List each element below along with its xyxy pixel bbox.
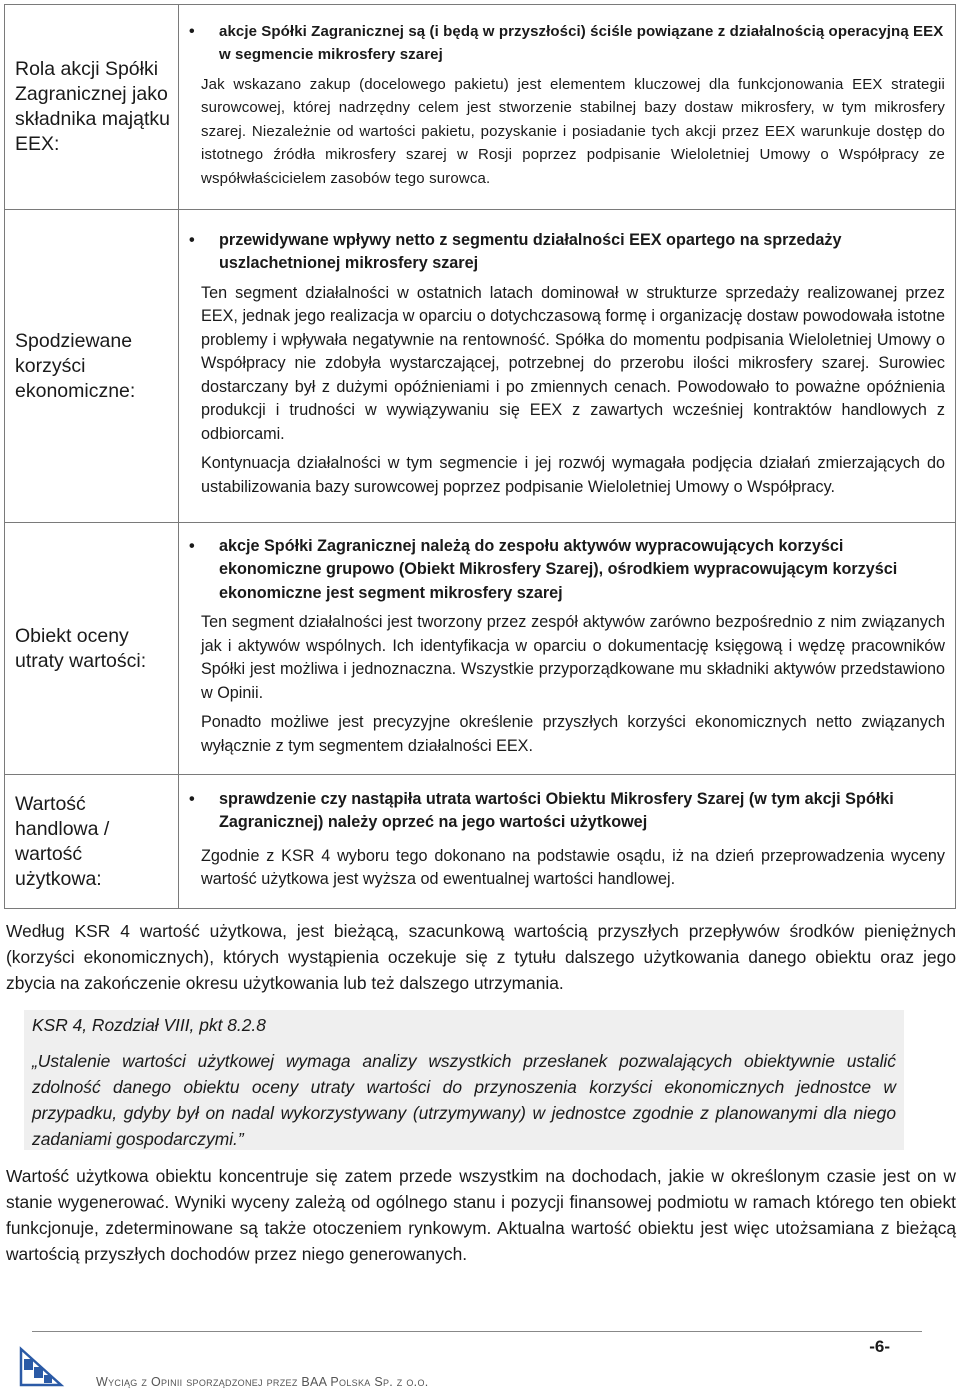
definition-paragraph: Według KSR 4 wartość użytkowa, jest bieżącą, szacunkową wartością przyszłych przepływów środków pieniężnych (korzyści ekonomicznych), których wystąpienia oczekuje się z tytułu dalszego użytkowania danego obiektu oraz jego zbycia na zakończenie okresu użytkowania lub też dalszego utrzymania. [6, 921, 956, 993]
row-paragraph: Zgodnie z KSR 4 wyboru tego dokonano na podstawie osądu, iż na dzień przeprowadzenia wyceny wartość użytkowa jest wyższa od ewentualnej wartości handlowej. [201, 846, 945, 888]
table-row [5, 523, 956, 775]
row-paragraph: Jak wskazano zakup (docelowego pakietu) jest elementem kluczowej dla funkcjonowania EEX strategii surowcowej, której nadrzędny celem jest stworzenie stabilnej bazy dostaw mikrosfery, w tym mikrosfery szarej. Niezależnie od wartości pakietu, pozyskanie i posiadanie tych akcji przez EEX warunkuje dostęp do istotnego źródła mikrosfery szarej w Rosji poprzez podpisanie Wieloletniej Umowy o Współpracy ze współwłaścicielem zasobów tego surowca. [201, 75, 945, 187]
row-paragraph: Ten segment działalności w ostatnich latach dominował w strukturze sprzedaży realizowanej przez EEX, jednak jego realizacja w oparciu o dotychczasową formę i organizację dostaw powodowała istotne problemy i wpływała negatywnie na rentowność. Spółka do momentu podpisania Wieloletniej Umowy o Współpracy nie zdobyła wystarczającej, potrzebnej do przerobu ilości mikrosfery szarej. Surowiec dostarczany był z dużymi opóźnieniami i po zmiennych cenach. Powodowało to poważne opóźnienia produkcji i trudności w wywiązywaniu się EEX z zawartych wcześniej kontraktów handlowych z odbiorcami. [201, 283, 945, 443]
row-label: Wartość handlowa / wartość użytkowa: [5, 775, 179, 909]
bullet-icon: • [189, 536, 195, 555]
footer-text: Wyciąg z Opinii sporządzonej przez BAA Polska Sp. z o.o. [96, 1375, 429, 1389]
row-paragraph: Ten segment działalności jest tworzony przez zespół aktywów zarówno bezpośrednio z nim związanych jak i aktywów wspólnych. Ich identyfikacja w oparciu o dokumentację księgową i wędzę pracowników Spółki jest możliwa i jednoznaczna. Wszystkie przyporządkowane mu składniki aktywów przedstawiono w Opinii. [201, 613, 945, 702]
quote-text: „Ustalenie wartości użytkowej wymaga analizy wszystkich przesłanek pozwalających obiektywnie ustalić zdolność danego obiektu oceny utraty wartości do przynoszenia korzyści ekonomicznych jednostce w przypadku, gdyby był on nadal wykorzystywany (utrzymywany) w jednostce zgodnie z planowanymi dla niego zadaniami gospodarczymi.” [32, 1051, 896, 1149]
bullet-heading [189, 535, 945, 606]
page-number: -6- [869, 1337, 890, 1356]
row-paragraph: Kontynuacja działalności w tym segmencie i jej rozwój wymagała podjęcia działań zmierzających do ustabilizowania bazy surowcowej poprzez podpisanie Wieloletniej Umowy o Współpracy. [201, 454, 945, 496]
bullet-heading [189, 20, 945, 67]
summary-table [4, 4, 956, 909]
bullet-text: przewidywane wpływy netto z segmentu działalności EEX opartego na sprzedaży uszlachetnionej mikrosfery szarej [219, 230, 842, 273]
row-paragraph: Ponadto możliwe jest precyzyjne określenie przyszłych korzyści ekonomicznych netto związanych wyłącznie z tym segmentem działalności EEX. [201, 713, 945, 755]
baa-logo-icon [17, 1345, 65, 1389]
bullet-icon: • [189, 230, 195, 249]
footer-divider [32, 1331, 922, 1332]
bullet-icon: • [189, 22, 195, 40]
table-row [5, 5, 956, 210]
table-row [5, 775, 956, 909]
row-label: Rola akcji Spółki Zagranicznej jako składnika majątku EEX: [5, 5, 179, 210]
bullet-icon: • [189, 789, 195, 808]
conclusion-paragraph: Wartość użytkowa obiektu koncentruje się zatem przede wszystkim na dochodach, jakie w określonym czasie jest on w stanie wygenerować. Wyniki wyceny zależą od ogólnego stanu i pozycji finansowej podmiotu w ramach którego ten obiekt funkcjonuje, zdeterminowane są także otoczeniem rynkowym. Aktualna wartość obiektu jest więc utożsamiana z bieżącą wartością przyszłych dochodów przez niego generowanych. [6, 1166, 956, 1264]
bullet-text: akcje Spółki Zagranicznej należą do zespołu aktywów wypracowujących korzyści ekonomiczne grupowo (Obiekt Mikrosfery Szarej), ośrodkiem wypracowującym korzyści ekonomiczne jest segment mikrosfery szarej [219, 536, 898, 602]
bullet-heading [189, 788, 945, 835]
row-label: Obiekt oceny utraty wartości: [5, 523, 179, 775]
quote-source: KSR 4, Rozdział VIII, pkt 8.2.8 [32, 1015, 266, 1035]
table-row [5, 210, 956, 523]
row-content [179, 210, 956, 523]
quote-box [24, 1010, 904, 1150]
row-label: Spodziewane korzyści ekonomiczne: [5, 210, 179, 523]
row-content [179, 775, 956, 909]
bullet-text: akcje Spółki Zagranicznej są (i będą w przyszłości) ściśle powiązane z działalnością operacyjną EEX w segmencie mikrosfery szarej [219, 22, 944, 64]
bullet-heading [189, 229, 945, 276]
row-content [179, 5, 956, 210]
row-content [179, 523, 956, 775]
bullet-text: sprawdzenie czy nastąpiła utrata wartości Obiektu Mikrosfery Szarej (w tym akcji Spółki Zagranicznej) należy oprzeć na jego wartości użytkowej [219, 789, 894, 831]
